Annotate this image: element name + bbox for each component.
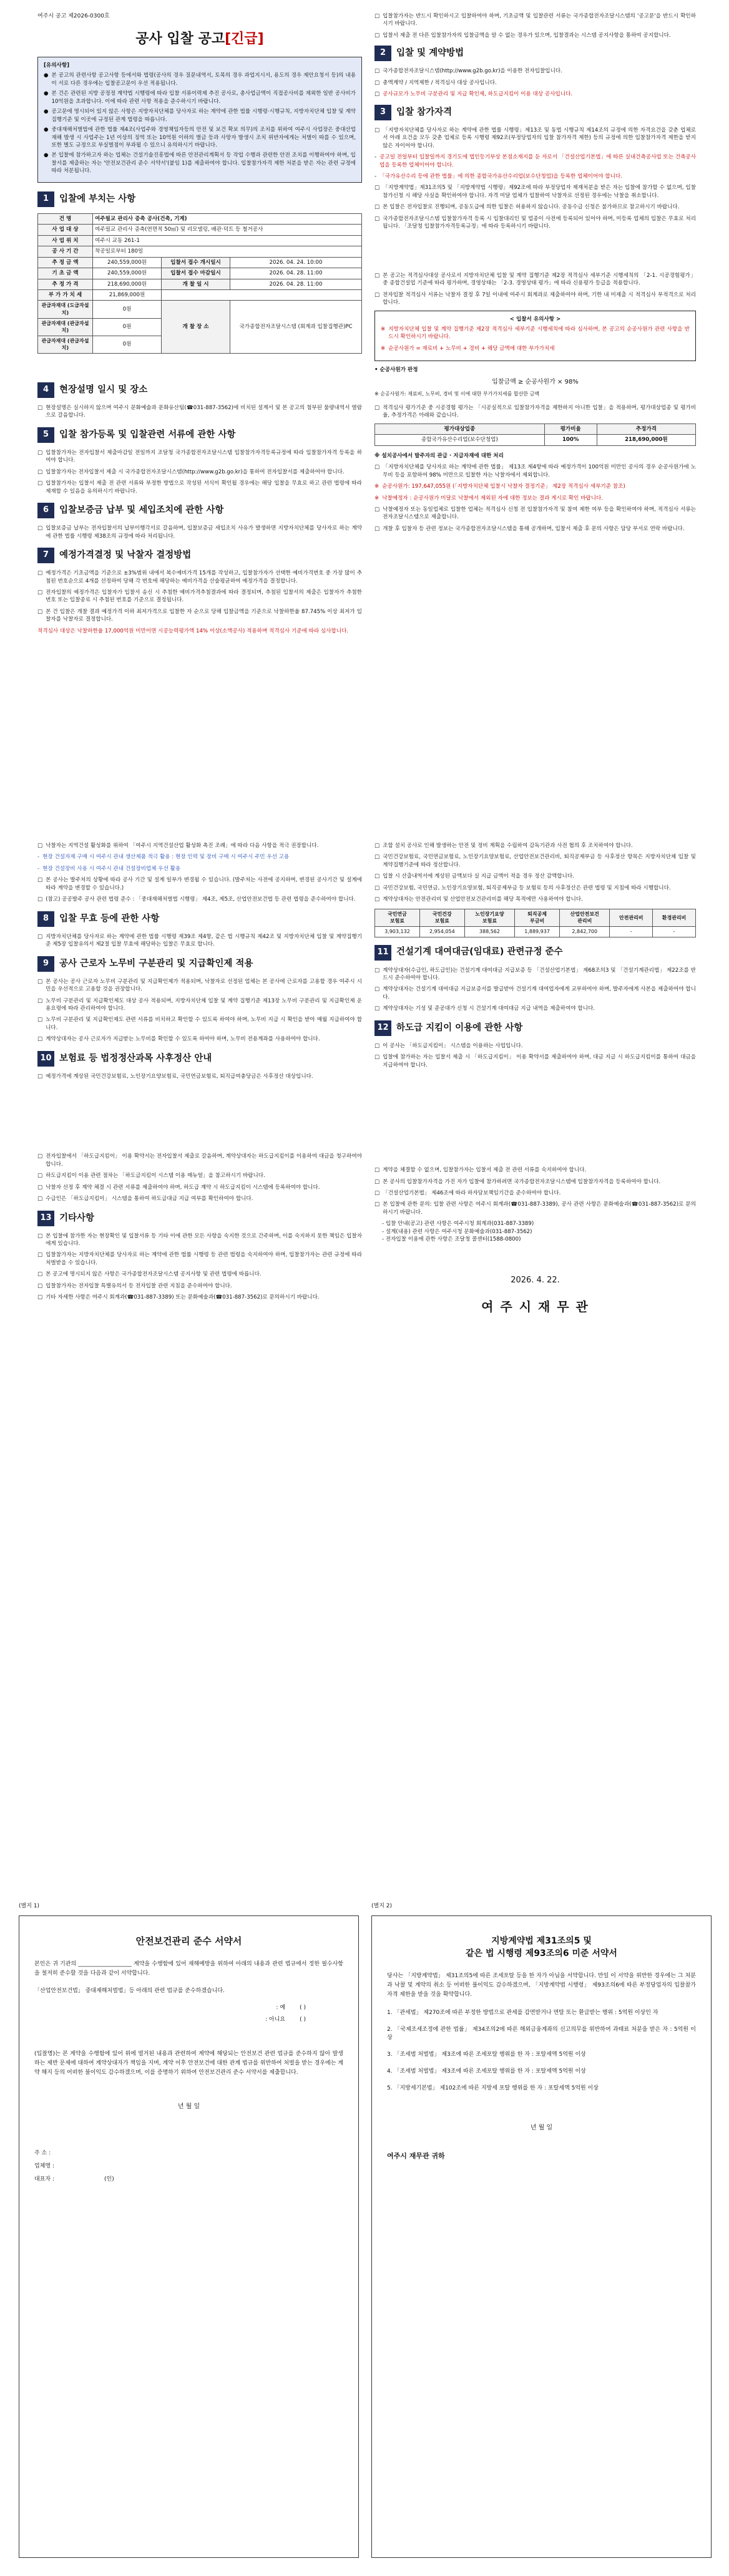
box-title: < 입찰서 유의사항 > bbox=[509, 316, 561, 322]
list-item: □ 수급인은 「하도급지킴이」 시스템을 통하여 하도급대금 지급 여부를 확인하여야 합니다. bbox=[37, 1196, 253, 1203]
form-list-item: 2. 「국제조세조정에 관한 법률」 제34조의2에 따른 해외금융계좌의 신고의무를 위반하여 과태료 처분을 받은 자 : 5억원 이상 bbox=[387, 2026, 696, 2041]
section-number: 1 bbox=[37, 191, 54, 207]
formula-label: • 순공사원가 판정 bbox=[374, 367, 418, 374]
section-7-header bbox=[37, 548, 362, 563]
yes-field: : 예 ( ) bbox=[34, 2004, 306, 2012]
list-item: □ 입찰에 참가하는 자는 입찰서 제출 시 「하도급지킴이」 이용 확약서를 제출하여야 하며, 대금 지급 시 하도급지킴이를 통하여 대금을 지급하여야 합니다. bbox=[374, 1054, 696, 1068]
doc-title-tag: [긴급] bbox=[225, 31, 264, 47]
form-list-item: 3. 「조세범 처벌법」 제3조에 따른 조세포탈 행위를 한 자 : 포탈세액 5억원 이상 bbox=[387, 2051, 586, 2058]
section-number: 3 bbox=[374, 105, 391, 120]
list-item: □ 전자입찰의 예정가격은 입찰자가 입찰서 송신 시 추첨한 예비가격추첨결과에 따라 결정되며, 추첨된 입찰서의 제출은 입찰자가 추첨한 번호 또는 입찰종료 시 추첨된 번호를 기준으로 결정됩니다. bbox=[37, 589, 362, 604]
section-number: 2 bbox=[374, 46, 391, 61]
list-item: □ 본 건 입찰은 개찰 결과 예정가격 이하 최저가격으로 입찰한 자 순으로 당해 입찰금액을 기준으로 낙찰하한율 87.745% 이상 최저가 입찰자를 낙찰자로 결정합니다. bbox=[37, 608, 362, 623]
form-title: 안전보건관리 준수 서약서 bbox=[135, 1935, 242, 1947]
table-header-row: 국민연금 보험료 국민건강 보험료 노인장기요양 보험료 퇴직공제 부금비 산업안전보건 관리비 안전관리비 환경관리비 bbox=[375, 909, 696, 926]
notice-item: ● 본 건은 관련된 지방 공정정 계약법 시행령에 따라 입찰 서류이력제 추진 공사로, 총사업금액이 직접공사비를 제외한 일반 공사비가 10억원을 초과합니다. 이에 따라 관련 사항 적용을 준수하시기 바랍니다. bbox=[44, 90, 356, 105]
formula: 입찰금액 ≥ 순공사원가 × 98% bbox=[492, 378, 579, 385]
doc-title-main: 공사 입찰 공고 bbox=[135, 31, 225, 47]
section-number: 11 bbox=[374, 945, 391, 961]
table-row: 부 가 가 치 세 21,869,000원 bbox=[38, 290, 362, 301]
section-10-header bbox=[37, 1051, 362, 1067]
form-footer: 여주시 재무관 귀하 bbox=[387, 2152, 445, 2161]
list-item: - 현장 건설장비 사용 시 여주시 관내 건설장비업체 우선 활용 bbox=[37, 865, 181, 872]
list-item: □ 「지방자치단체를 당사자로 하는 계약에 관한 법률 시행령」제13조 및 동법 시행규칙 제14조의 규정에 의한 자격요건을 갖춘 업체로서 아래 요건을 모두 갖춘 업체로 등록 시행령 제92조(부정당업자의 입찰 참가자격 제한) 등의 규정에 의한 입찰참가자격 제한을 받지 않은 자이어야 합니다. bbox=[374, 127, 696, 149]
list-item: □ 낙찰자는 지역건설 활성화를 위하여 「여주시 지역건설산업 활성화 촉진 조례」에 따라 다음 사항을 적극 권장합니다. bbox=[37, 843, 319, 849]
form-paragraph: 본인은 귀 기관의 ___________________ 계약을 수행함에 있어 재해예방을 위하여 아래의 내용과 관련 법규에서 정한 필수사항을 철저히 준수할 것을 다음과 같이 서약합니다. bbox=[34, 1960, 343, 1977]
list-item: □ 계약상대자는 안전관리비 및 산업안전보건관리비를 해당 목적에만 사용하여야 합니다. bbox=[374, 896, 583, 903]
list-item: □ 개찰 후 입찰자 등 관련 정보는 국가종합전자조달시스템을 통해 공개하며, 입찰서 제출 후 문의 사항은 담당 부서로 연락 바랍니다. bbox=[374, 525, 685, 532]
notice-box bbox=[37, 57, 362, 183]
section-number: 5 bbox=[37, 427, 54, 443]
section-title: 입찰에 부치는 사항 bbox=[59, 193, 136, 204]
form-1 bbox=[19, 1902, 359, 2564]
section-13-header bbox=[37, 1211, 362, 1226]
list-item: □ 입찰참가자는 입찰서 제출 전 관련 서류와 부정한 방법으로 작성된 서식이 확인될 경우에는 해당 입찰을 무효로 하고 관련 법령에 따라 제재할 수 있음을 유의하시기 바랍니다. bbox=[37, 480, 362, 495]
section-9-header bbox=[37, 956, 362, 972]
list-item: ※ 순공사원가: 197,647,055원 (「지방자치단체 입찰시 낙찰자 결정기준」 제2장 적격심사 세부기준 참조) bbox=[374, 483, 625, 490]
list-item: □ 입찰참가자는 반드시 확인하시고 입찰하여야 하며, 기초금액 및 입찰관련 서류는 국가종합전자조달시스템의 '공고문'을 반드시 확인하시기 바랍니다. bbox=[374, 13, 696, 27]
notice-item: ● 본 입찰에 참가하고자 하는 업체는 건설기술진흥법에 따른 안전관리계획서 등 작업 수행과 관련한 안전 조치를 이행하여야 하며, 입찰서를 제출하는 자는 '안전보건관리 준수 서약서'(붙임 1)를 제출하여야 합니다. 입찰참가자격 제한 처분을 받은 자는 관련 규정에 따라 처분됩니다. bbox=[44, 152, 356, 175]
form-list-item: 「산업안전보건법」 중대재해처벌법」등 아래의 관련 법규를 준수하겠습니다. bbox=[34, 1988, 225, 1995]
list-item: □ 예정가격에 계상된 국민건강보험료, 노인장기요양보험료, 국민연금보험료, 퇴직급여충당금은 사후정산 대상입니다. bbox=[37, 1073, 313, 1080]
list-item: □ 본 입찰에 관한 문의: 입찰 관련 사항은 여주시 회계과(☎031-887-3389), 공사 관련 사항은 문화예술과(☎031-887-3562)로 문의하시기 바랍니다. bbox=[374, 1201, 696, 1216]
list-item: □ 계약상대자는 공사 근로자가 지급받는 노무비를 확인할 수 있도록 하여야 하며, 노무비 전용계좌를 사용하여야 합니다. bbox=[37, 1036, 320, 1043]
section-title: 보험료 등 법정정산과목 사후정산 안내 bbox=[59, 1053, 212, 1063]
list-item: □ 본 공사의 입찰참가자격을 가진 자가 입찰에 참가하려면 국가종합전자조달시스템에 입찰참가자격을 등록하여야 합니다. bbox=[374, 1178, 661, 1185]
list-item: □ 전자입찰 적격심사 서류는 낙찰자 결정 후 7일 이내에 여주시 회계과로 제출하여야 하며, 기한 내 미제출 시 적격심사 부적격으로 처리합니다. bbox=[374, 291, 696, 306]
signer: 여 주 시 재 무 관 bbox=[481, 1299, 589, 1314]
section-1-header bbox=[37, 191, 362, 207]
section-number: 10 bbox=[37, 1051, 54, 1067]
form-date: 년 월 일 bbox=[530, 2124, 553, 2131]
box-item: ※ 순공사원가 = 재료비 + 노무비 + 경비 + 해당 금액에 대한 부가가치세 bbox=[381, 345, 555, 352]
section-number: 8 bbox=[37, 911, 54, 927]
form-list-item: 5. 「지방세기본법」 제102조에 따른 지방세 포탈 행위를 한 자 : 포탈세액 5억원 이상 bbox=[387, 2085, 599, 2091]
doc-title bbox=[37, 29, 362, 49]
section-3-header bbox=[374, 105, 696, 120]
form-list-item: 4. 「조세범 처벌법」 제3조에 따른 조세포탈 행위를 한 자 : 포탈세액 5억원 이상 bbox=[387, 2068, 586, 2075]
table-row: 사 업 위 치 여주시 교동 261-1 bbox=[38, 235, 362, 246]
list-item: □ 낙찰예정자 또는 동일업체로 입찰한 업체는 적격심사 신청 전 입찰참가자격 및 참여 제한 여부 등을 확인하여야 하며, 적격심사 서류는 전자조달시스템으로 제출합니다. bbox=[374, 506, 696, 521]
section-number: 6 bbox=[37, 503, 54, 518]
formula-note: ※ 순공사원가: 재료비, 노무비, 경비 및 이에 대한 부가가치세를 합산한 금액 bbox=[374, 391, 540, 397]
form-paragraph: 당사는 「지방계약법」 제31조의5에 따른 조세포탈 등을 한 자가 아님을 서약합니다. 만일 이 서약을 위반한 경우에는 그 처분과 낙찰 및 계약의 취소 등 어떠한 불이익도 감수하겠으며, 「지방계약법 시행령」 제93조의6에 따른 부정당업자의 입찰참가자격 제한을 받을 것을 확약합니다. bbox=[387, 1972, 696, 1998]
notice-item: ● 중대재해처벌법에 관한 법률 제4조(사업주와 경영책임자등의 안전 및 보건 확보 의무)의 조치를 위하여 여주시 사업장은 중대산업재해 발생 시 사업주는 1년 이상의 징역 또는 10억원 이하의 벌금 등과 사망자 발생시 조치 위반자에게는 처벌이 따를 수 있으며, 또한 별도 규정으로 부실벌점이 부과될 수 있으니 유의하시기 바랍니다. bbox=[44, 127, 356, 149]
section-number: 13 bbox=[37, 1211, 54, 1226]
list-item: □ 공사규모가 노무비 구분관리 및 지급 확인제, 하도급지킴이 이용 대상 공사입니다. bbox=[374, 91, 573, 98]
table-row: 관급자재대 (도급자설치) 0원 개 찰 장 소 국가종합전자조달시스템 (회계과 입찰집행관)PC bbox=[38, 301, 362, 318]
list-item: □ 적격심사 평가기준 중 시공경험 평가는 「시공실적으로 입찰참가자격을 제한하지 아니한 입찰」을 적용하며, 평가대상업종 및 평가비율, 추정가격은 아래와 같습니다. bbox=[374, 404, 696, 419]
table-row: 3,903,132 2,954,054 388,562 1,889,937 2,842,700 - - bbox=[375, 926, 696, 937]
list-item: □ 입찰참가자는 전자입찰서 제출 시 국가종합전자조달시스템(http://www.g2b.go.kr)을 통하여 전자입찰서를 제출하여야 합니다. bbox=[37, 468, 345, 475]
list-item: □ 계약상대자(수급인, 하도급인)는 건설기계 대여대금 지급보증 등 「건설산업기본법」 제68조의3 및 「건설기계관리법」 제22조를 반드시 준수하여야 합니다. bbox=[374, 967, 696, 981]
table-row: 건 명 여주필교 관리사 증축 공사(건축, 기계) bbox=[38, 213, 362, 224]
table-row: 종합국가유산수리업(보수단청업) 100% 218,690,000원 bbox=[375, 435, 696, 445]
list-item: □ 입찰보증금 납부는 전자입찰서의 납부이행각서로 갈음하며, 입찰보증금 세입조치 사유가 발생하면 지방자치단체를 당사자로 하는 계약에 관한 법률 시행령 제38조의 규정에 따라 처리됩니다. bbox=[37, 525, 362, 540]
list-item: □ 「지방계약법」제31조의5 및 「지방계약법 시행령」제92조에 따라 부정당업자 제재처분을 받은 자는 입찰에 참가할 수 없으며, 입찰 참가신청 시 해당 사실을 확인하여야 합니다. 자격 미달 업체가 입찰하여 낙찰자로 선정된 경우에는 낙찰을 취소합니다. bbox=[374, 185, 696, 199]
seal-mark: (인) bbox=[104, 2176, 114, 2183]
page-2-left-column bbox=[37, 842, 362, 1877]
page-3 bbox=[0, 1902, 729, 2570]
section-title: 입찰 참가등록 및 입찰관련 서류에 관한 사항 bbox=[59, 429, 236, 440]
list-item: □ 입찰참가자는 지방자치단체를 당사자로 하는 계약에 관한 법률 시행령 등 관련 법령을 숙지하여야 하며, 입찰참가자는 관련 규정에 따라 처벌받을 수 있습니다. bbox=[37, 1252, 362, 1266]
bid-info-table bbox=[37, 213, 362, 354]
form-frame bbox=[371, 1915, 712, 2558]
doc-number: 여주시 공고 제2026-0300호 bbox=[37, 13, 110, 19]
list-item: □ 본 입찰에 참가한 자는 현장확인 및 입찰서류 등 기타 이에 관한 모든 사항을 숙지한 것으로 간주하며, 이를 숙지하지 못한 책임은 입찰자에게 있습니다. bbox=[37, 1232, 362, 1247]
insurance-table bbox=[374, 909, 696, 937]
table-row: 관급자재대 (관급자설치) 0원 bbox=[38, 336, 362, 353]
list-item: □ (참고) 공공발주 공사 관련 법령 준수 : 「중대재해처벌법 시행령」 제4조, 제5조, 산업안전보건법 등 관련 법령을 준수하여야 합니다. bbox=[37, 896, 356, 903]
notice-header: [유의사항] bbox=[44, 62, 70, 69]
section-8-header bbox=[37, 911, 362, 927]
list-item: □ 하도급지킴이 이용 관련 절차는 「하도급지킴이 시스템 이용 매뉴얼」을 참고하시기 바랍니다. bbox=[37, 1173, 265, 1179]
list-item: □ 본 공사는 발주처의 상황에 따라 공사 기간 및 설계 일부가 변경될 수 있습니다. (발주처는 사전에 공지하며, 변경된 공사기간 및 설계에 따라 계약을 변경할 수 있습니다.) bbox=[37, 877, 362, 891]
list-item: □ 입찰참가자는 전자입찰 특별유의서 등 전자입찰 관련 지침을 준수하여야 합니다. bbox=[37, 1282, 232, 1289]
list-item: □ 본 공고는 적격심사대상 공사로서 지방자치단체 입찰 및 계약 집행기준 제2장 적격심사 세부기준 시행세칙의 「2-1. 시공경험평가」 중 종합건설업 기준에 따라 평가하며, 경영상태는 「2-3. 경영상태 평가」에 따라 신용평가 등급을 적용합니다. bbox=[374, 272, 696, 287]
table-row: 공 사 기 간 착공일로부터 180일 bbox=[38, 246, 362, 257]
notice-item: ● 공고문에 명시되어 있지 않은 사항은 지방자치단체를 당사자로 하는 계약에 관한 법률 시행령·시행규칙, 지방자치단체 입찰 및 계약 집행기준 및 이곳에 규정된 관계 법령을 따릅니다. bbox=[44, 109, 356, 123]
section-title: 기타사항 bbox=[59, 1213, 95, 1223]
list-item: □ 국가종합전자조달시스템(http://www.g2b.go.kr)을 이용한 전자입찰입니다. bbox=[374, 68, 562, 75]
section-number: 4 bbox=[37, 382, 54, 398]
list-item: □ 예정가격은 기초금액을 기준으로 ±3%범위 내에서 복수예비가격 15개를 작성하고, 입찰참가자가 선택한 예비가격번호 중 가장 많이 추첨된 번호순으로 4개를 선정하여 당해 각 번호에 해당하는 예비가격을 산술평균하여 예정가격을 결정합니다. bbox=[37, 570, 362, 584]
box-item: ※ 지방자치단체 입찰 및 계약 집행기준 제2장 적격심사 세부기준 시행세칙에 따라 심사하며, 본 공고의 순공사원가 관련 사항을 반드시 확인하시기 바랍니다. bbox=[381, 326, 690, 341]
form-address-field[interactable]: 주 소 : bbox=[34, 2149, 51, 2156]
list-item: □ 국가종합전자조달시스템 입찰참가자격 등록 시 입찰대리인 및 업종이 사전에 등록되어 있어야 하며, 미등록 업체의 입찰은 무효로 처리됩니다. 「조달청 입찰참가자격등록규정」에 따라 등록하시기 바랍니다. bbox=[374, 215, 696, 230]
section-title: 하도급 지킴이 이용에 관한 사항 bbox=[396, 1022, 523, 1033]
page-1-left-column bbox=[37, 12, 362, 817]
section-title: 입찰 참가자격 bbox=[396, 107, 453, 117]
section-title: 입찰 및 계약방법 bbox=[396, 48, 464, 59]
list-item: ※ 낙찰예정자 : 순공사원가 미달로 낙찰에서 제외된 자에 대한 정보는 결과 게시로 확인 바랍니다. bbox=[374, 495, 604, 501]
form-title: 지방계약법 제31조의5 및 같은 법 시행령 제93조의6 미준 서약서 bbox=[466, 1936, 617, 1959]
form-tag: (별지 1) bbox=[19, 1903, 39, 1909]
contact-list bbox=[382, 1220, 696, 1243]
list-item: □ 이 공사는 「하도급지킴이」 시스템을 이용하는 사업입니다. bbox=[374, 1042, 523, 1049]
notice-list bbox=[44, 72, 356, 175]
list-item: □ 노무비 구분관리 및 지급확인제도 관련 서류를 비치하고 확인할 수 있도록 하여야 하며, 노무비 지급 시 확인을 받아 매월 지급하여야 합니다. bbox=[37, 1017, 362, 1031]
section-title: 현장설명 일시 및 장소 bbox=[59, 385, 148, 395]
page-2-right-column bbox=[374, 842, 696, 1877]
list-item: □ 본 입찰은 전자입찰로 진행되며, 공동도급에 의한 입찰은 허용하지 않습니다. 공동수급 신청은 불가하므로 참고하시기 바랍니다. bbox=[374, 204, 680, 211]
table-header-row: 평가대상업종 평가비율 추정가격 bbox=[375, 424, 696, 434]
table-row: 관급자재대 (관급자설치) 0원 bbox=[38, 318, 362, 336]
page-1 bbox=[0, 0, 729, 830]
section-5-header bbox=[37, 427, 362, 443]
section-2-header bbox=[374, 46, 696, 61]
bid-caution-box bbox=[374, 311, 696, 362]
form-tag: (별지 2) bbox=[371, 1903, 392, 1909]
section-11-header bbox=[374, 945, 696, 961]
section-number: 7 bbox=[37, 548, 54, 563]
list-item: □ 본 공고에 명시되지 않은 사항은 국가종합전자조달시스템 공지사항 및 관련 법령에 따릅니다. bbox=[37, 1271, 262, 1278]
table-row: 기 초 금 액 240,559,000원 입찰서 접수 마감일시 2026. 04. 28. 11:00 bbox=[38, 268, 362, 279]
list-item: □ 낙찰자 선정 후 계약 체결 시 관련 서류를 제출하여야 하며, 하도급 계약 시 하도급지킴이 시스템에 등록하여야 합니다. bbox=[37, 1184, 320, 1191]
list-item: □ 계약을 체결할 수 없으며, 입찰참가자는 입찰서 제출 전 관련 서류를 숙지하여야 합니다. bbox=[374, 1167, 587, 1174]
list-item: □ 국민건강보험료, 국민연금보험료, 노인장기요양보험료, 산업안전보건관리비, 퇴직공제부금 등 사후정산 항목은 지방자치단체 입찰 및 계약집행기준에 따라 정산합니다. bbox=[374, 854, 696, 868]
list-item: □ 「건설산업기본법」 제46조에 따라 하자담보책임기간을 준수하여야 합니다. bbox=[374, 1190, 561, 1197]
contact-item: - 입찰 안내(공고) 관련 사항은 여주시청 회계과(031-887-3389) bbox=[382, 1221, 534, 1227]
list-item: □ 현장설명은 실시하지 않으며 여주시 문화예술과 문화유산팀(☎031-887-3562)에 비치된 설계서 및 본 공고의 첨부된 물량내역서 열람으로 갈음합니다. bbox=[37, 405, 362, 419]
list-item: □ 입찰참가자는 전자입찰서 제출마감일 전일까지 조달청 국가종합전자조달시스템 입찰참가자격등록규정에 따라 입찰참가자격 등록을 하여야 합니다. bbox=[37, 449, 362, 464]
subsection-title: ※ 설치공사에서 발주자의 관급 · 지급자재에 대한 처리 bbox=[374, 452, 504, 459]
form-representative-field[interactable]: 대표자 : (인) bbox=[34, 2176, 114, 2183]
list-item: □ 국민건강보험, 국민연금, 노인장기요양보험, 퇴직공제부금 등 보험료 등의 사후정산은 관련 법령 및 지침에 따라 시행합니다. bbox=[374, 884, 671, 891]
evaluation-table bbox=[374, 424, 696, 446]
form-paragraph: (입찰명)는 본 계약을 수행함에 있어 위에 열거된 내용과 관련하여 계약에 해당되는 안전보건 관련 법규를 준수하지 않아 발생하는 제반 문제에 대하여 계약상대자가 책임을 지며, 계약 이후 안전보건에 대한 관계 법규를 위반하여 처벌을 받는 경우에는 계약 해지 등의 어떠한 불이익도 감수하겠으며, 이를 증명하기 위하여 안전보건관리 준수 서약서를 제출합니다. bbox=[34, 2050, 343, 2076]
list-item: □ 입찰서 제출 전 다른 입찰참가자의 입찰금액을 알 수 없는 경우가 있으며, 입찰결과는 시스템 공지사항을 통하여 공지합니다. bbox=[374, 32, 671, 39]
contact-item: - 전자입찰 이용에 관한 사항은 조달청 콜센터(1588-0800) bbox=[382, 1236, 521, 1243]
table-row: 추 정 가 격 218,690,000원 개 찰 일 시 2026. 04. 28. 11:00 bbox=[38, 279, 362, 289]
section-12-header bbox=[374, 1020, 696, 1036]
table-row: 추 정 금 액 240,559,000원 입찰서 접수 개시일시 2026. 04. 24. 10:00 bbox=[38, 257, 362, 268]
page-2 bbox=[0, 842, 729, 1884]
list-item: □ 노무비 구분관리 및 지급확인제도 대상 공사 적용되며, 지방자치단체 입찰 및 계약 집행기준 제13장 노무비 구분관리 및 지급확인제 운용요령에 따라 관리하여야 합니다. bbox=[37, 997, 362, 1012]
list-item: □ 조합 설치 공사로 인해 발생하는 안전 및 정비 계획을 수립하여 감독기관과 사전 협의 후 조치하여야 합니다. bbox=[374, 843, 633, 849]
list-item: - 「국가유산수리 등에 관한 법률」에 의한 종합국가유산수리업(보수단청업)을 등록한 업체이어야 합니다. bbox=[374, 173, 622, 180]
section-4-header bbox=[37, 382, 362, 398]
form-date: 년 월 일 bbox=[177, 2103, 200, 2111]
yes-input[interactable]: ( ) bbox=[300, 2005, 306, 2012]
page-1-right-column bbox=[374, 12, 696, 817]
section-title: 입찰보증금 납부 및 세입조치에 관한 사항 bbox=[59, 505, 224, 516]
section-title: 입찰 무효 등에 관한 사항 bbox=[59, 913, 160, 924]
no-input[interactable]: ( ) bbox=[300, 2017, 306, 2023]
section-number: 12 bbox=[374, 1020, 391, 1036]
no-field: : 아니요 ( ) bbox=[34, 2016, 306, 2024]
section-title: 건설기계 대여대금(임대료) 관련규정 준수 bbox=[396, 947, 563, 957]
form-item-list bbox=[387, 2009, 696, 2093]
list-item: - 공고일 전일부터 입찰일까지 경기도에 법인등기부상 본점소재지를 둔 자로서 「건설산업기본법」에 따른 실내건축공사업 또는 건축공사업을 등록한 업체이어야 합니다. bbox=[374, 154, 696, 168]
list-item: □ 계약상대자는 기성 및 준공대가 신청 시 건설기계 대여대금 지급 내역을 제출하여야 합니다. bbox=[374, 1005, 595, 1012]
notice-date: 2026. 4. 22. bbox=[511, 1275, 560, 1285]
section-title: 공사 근로자 노무비 구분관리 및 지급확인제 적용 bbox=[59, 958, 253, 969]
section-number: 9 bbox=[37, 956, 54, 972]
list-item: □ 지방자치단체를 당사자로 하는 계약에 관한 법률 시행령 제39조 제4항, 같은 법 시행규칙 제42조 및 지방자치단체 입찰 및 계약집행기준 제5장 입찰유의서 제2절 입찰 무효에 해당하는 입찰은 무효로 합니다. bbox=[37, 933, 362, 948]
table-row: 사 업 대 상 여주필교 관리사 증축(연면적 50㎡) 및 리모델링, 배관·덕트 등 철거공사 bbox=[38, 225, 362, 235]
form-2 bbox=[371, 1902, 712, 2564]
form-frame bbox=[19, 1915, 359, 2558]
list-item: - 현장 건설자재 구매 시 여주시 관내 생산제품 적극 활용 : 현장 인력 및 장비 구매 시 여주시 주민 우선 고용 bbox=[37, 854, 290, 861]
section-title: 예정가격결정 및 낙찰자 결정방법 bbox=[59, 550, 192, 561]
highlight-note: 적격심사 대상은 낙찰하한율 17,000억원 미만이면 시공능력평가액 14% 이상(소액공사) 적용하며 적격심사 기준에 따라 심사합니다. bbox=[37, 627, 349, 634]
list-item: □ 계약상대자는 건설기계 대여대금 지급보증서를 발급받아 건설기계 대여업자에게 교부하여야 하며, 발주자에게 사본을 제출하여야 합니다. bbox=[374, 986, 696, 1000]
form-list-item: 1. 「관세법」 제270조에 따른 부정한 방법으로 관세를 감면받거나 면탈 또는 환급받는 행위 : 5억원 이상인 자 bbox=[387, 2009, 658, 2016]
list-item: □ 본 공사는 공사 근로자 노무비 구분관리 및 지급확인제가 적용되며, 낙찰자로 선정된 업체는 본 공사에 근로자를 고용할 경우 여주시 시민을 우선적으로 고용할 것을 권장합니다. bbox=[37, 978, 362, 993]
list-item: □ 입찰 시 산출내역서에 계상된 금액보다 실 지급 금액이 적을 경우 정산 감액합니다. bbox=[374, 873, 574, 880]
section-6-header bbox=[37, 503, 362, 518]
list-item: □ 전자입찰에서 「하도급지킴이」 이용 확약서는 전자입찰서 제출로 갈음하며, 계약상대자는 하도급지킴이를 이용하여 대금을 청구하여야 합니다. bbox=[37, 1153, 362, 1168]
list-item: □ 총액계약 / 지역제한 / 적격심사 대상 공사입니다. bbox=[374, 79, 497, 86]
form-company-field[interactable]: 업체명 : bbox=[34, 2162, 54, 2169]
list-item: □ 「지방자치단체를 당사자로 하는 계약에 관한 법률」 제13조 제4항에 따라 예정가격이 100억원 미만인 공사의 경우 순공사원가에 노무비 등을 포함하여 98% 미만으로 입찰한 자는 낙찰자에서 제외합니다. bbox=[374, 464, 696, 478]
contact-item: - 설계(내용) 관련 사항은 여주시청 문화예술과(031-887-3562) bbox=[382, 1228, 532, 1235]
notice-item: ● 본 공고의 관련사항 공고사항 등에서와 법령(공사의 경우 질문내역서, 토목의 경우 과업지시서, 용도의 경우 제안요청서 등)의 내용이 서로 다른 경우에는 입찰공고문이 우선 적용됩니다. bbox=[44, 72, 356, 87]
list-item: □ 기타 자세한 사항은 여주시 회계과(☎031-887-3389) 또는 문화예술과(☎031-887-3562)로 문의하시기 바랍니다. bbox=[37, 1294, 320, 1301]
